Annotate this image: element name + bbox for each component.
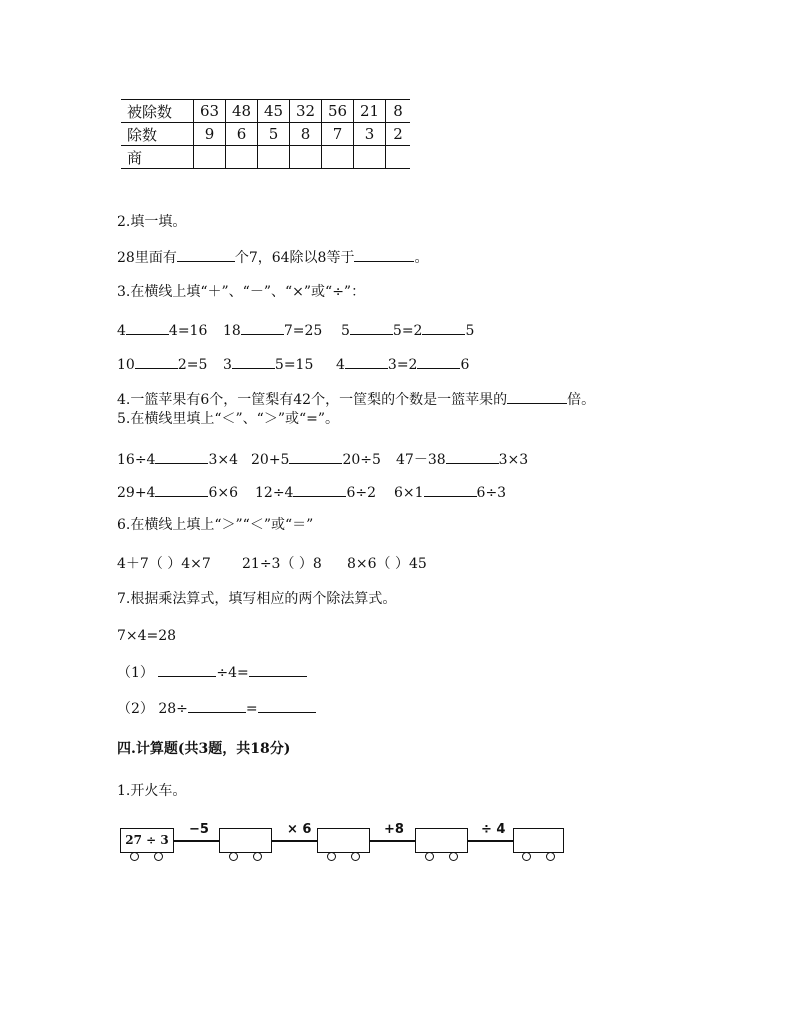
answer-blank[interactable]	[446, 449, 499, 464]
q3-operand: 2=5	[177, 357, 208, 373]
q5-left: 47－38	[396, 452, 446, 468]
answer-cell[interactable]	[226, 146, 258, 169]
table-cell: 63	[194, 100, 226, 123]
train-connector	[370, 840, 415, 842]
answer-cell[interactable]	[322, 146, 354, 169]
q6-item[interactable]: 4＋7（ ）4×7	[117, 556, 211, 572]
q5-right: 6÷2	[346, 485, 376, 501]
table-row	[121, 100, 410, 123]
answer-blank[interactable]	[258, 698, 316, 713]
q5-right: 20÷5	[342, 452, 381, 468]
q3-expr	[223, 354, 313, 374]
question-6-title: 6.在横线上填上“＞”“＜”或“＝”	[117, 517, 314, 533]
q2-text-b: 个7，64除以8等于	[234, 250, 355, 266]
q5-expr	[394, 482, 506, 502]
q5-expr	[255, 482, 376, 502]
q7-line-2	[117, 698, 316, 718]
q3-operand: 7=25	[283, 323, 323, 339]
wheel	[351, 852, 360, 861]
q5-left: 16÷4	[117, 452, 156, 468]
table-cell: 7	[322, 123, 354, 146]
table-cell: 9	[194, 123, 226, 146]
q3-operand: 3	[223, 357, 232, 373]
train-car[interactable]	[317, 828, 370, 853]
q7-label: （2） 28÷	[117, 701, 188, 717]
q7-text: =	[245, 701, 258, 717]
row-label: 除数	[121, 123, 194, 146]
wheel	[327, 852, 336, 861]
answer-blank[interactable]	[158, 662, 216, 677]
row-label: 被除数	[121, 100, 194, 123]
q5-expr	[117, 482, 238, 502]
q6-item[interactable]: 21÷3（ ）8	[242, 556, 322, 572]
train-op: × 6	[287, 822, 312, 837]
question-3-title: 3.在横线上填“＋”、“－”、“×”或“÷”：	[117, 284, 366, 300]
table-row	[121, 123, 410, 146]
wheel	[546, 852, 555, 861]
wheel	[253, 852, 262, 861]
q3-operand: 10	[117, 357, 135, 373]
answer-blank[interactable]	[241, 320, 284, 335]
q3-expr	[341, 320, 474, 340]
q7-equation: 7×4=28	[117, 628, 177, 644]
question-4	[117, 389, 595, 409]
train-connector	[174, 840, 219, 842]
q3-operand: 3=2	[387, 357, 418, 373]
question-2-line	[117, 247, 428, 267]
table-cell: 32	[290, 100, 322, 123]
division-table	[121, 99, 410, 169]
section-4-heading: 四.计算题(共3题，共18分)	[117, 741, 291, 757]
q3-expr	[223, 320, 322, 340]
q5-left: 12÷4	[255, 485, 294, 501]
answer-blank[interactable]	[177, 247, 235, 262]
q3-operand: 5=2	[392, 323, 423, 339]
first-car-label: 27 ÷ 3	[125, 833, 169, 847]
q5-left: 20+5	[251, 452, 290, 468]
train-car[interactable]	[219, 828, 272, 853]
table-cell: 8	[386, 100, 411, 123]
wheel	[449, 852, 458, 861]
answer-blank[interactable]	[350, 320, 393, 335]
wheel	[522, 852, 531, 861]
q5-left: 6×1	[394, 485, 424, 501]
answer-blank[interactable]	[289, 449, 342, 464]
table-cell: 6	[226, 123, 258, 146]
q3-operand: 5=15	[274, 357, 314, 373]
wheel	[130, 852, 139, 861]
q5-expr	[117, 449, 238, 469]
q7-line-1	[117, 662, 307, 682]
train-op: +8	[384, 822, 404, 837]
wheel	[154, 852, 163, 861]
question-2-title: 2.填一填。	[117, 214, 187, 230]
q7-text: ÷4=	[216, 665, 249, 681]
answer-blank[interactable]	[126, 320, 169, 335]
table-cell: 45	[258, 100, 290, 123]
row-label: 商	[121, 146, 194, 169]
q5-expr	[251, 449, 381, 469]
q2-text-a: 28里面有	[117, 250, 177, 266]
answer-cell[interactable]	[354, 146, 386, 169]
train-car[interactable]	[513, 828, 564, 853]
table-cell: 3	[354, 123, 386, 146]
q3-operand: 4	[117, 323, 126, 339]
question-7-title: 7.根据乘法算式，填写相应的两个除法算式。	[117, 591, 397, 607]
answer-blank[interactable]	[155, 449, 208, 464]
q3-expr	[117, 354, 207, 374]
answer-blank[interactable]	[507, 389, 567, 404]
q7-label: （1）	[117, 665, 154, 681]
q5-right: 6÷3	[476, 485, 507, 501]
answer-cell[interactable]	[194, 146, 226, 169]
answer-blank[interactable]	[155, 482, 208, 497]
table-cell: 48	[226, 100, 258, 123]
q5-left: 29+4	[117, 485, 156, 501]
table-cell: 56	[322, 100, 354, 123]
wheel	[425, 852, 434, 861]
train-title: 1.开火车。	[117, 783, 187, 799]
answer-blank[interactable]	[345, 354, 388, 369]
q5-right: 3×3	[498, 452, 529, 468]
q3-expr	[336, 354, 469, 374]
q3-expr	[117, 320, 207, 340]
q3-operand: 5	[465, 323, 475, 339]
q3-operand: 4=16	[168, 323, 208, 339]
answer-blank[interactable]	[354, 247, 414, 262]
q4-text-b: 倍。	[567, 392, 596, 408]
answer-blank[interactable]	[422, 320, 465, 335]
train-car-first	[120, 828, 174, 853]
answer-blank[interactable]	[293, 482, 346, 497]
answer-cell[interactable]	[290, 146, 322, 169]
answer-blank[interactable]	[417, 354, 460, 369]
train-op: −5	[189, 822, 209, 837]
answer-blank[interactable]	[188, 698, 246, 713]
table-cell: 5	[258, 123, 290, 146]
table-row	[121, 146, 410, 169]
train-op: ÷ 4	[481, 822, 506, 837]
question-5-title: 5.在横线里填上“＜”、“＞”或“=”。	[117, 411, 340, 427]
table-cell: 8	[290, 123, 322, 146]
q6-item[interactable]: 8×6（ ）45	[347, 556, 427, 572]
answer-cell[interactable]	[258, 146, 290, 169]
table-cell: 2	[386, 123, 411, 146]
q5-right: 6×6	[208, 485, 238, 501]
answer-blank[interactable]	[135, 354, 178, 369]
answer-blank[interactable]	[232, 354, 275, 369]
q3-operand: 5	[341, 323, 350, 339]
q3-operand: 6	[460, 357, 470, 373]
answer-cell[interactable]	[386, 146, 411, 169]
table-cell: 21	[354, 100, 386, 123]
answer-blank[interactable]	[249, 662, 307, 677]
answer-blank[interactable]	[424, 482, 477, 497]
q5-right: 3×4	[208, 452, 238, 468]
train-connector	[272, 840, 317, 842]
q5-expr	[396, 449, 528, 469]
wheel	[229, 852, 238, 861]
train-car[interactable]	[415, 828, 468, 853]
q3-operand: 4	[336, 357, 345, 373]
q3-operand: 18	[223, 323, 241, 339]
q2-text-c: 。	[414, 250, 429, 266]
q4-text-a: 4.一篮苹果有6个，一筐梨有42个，一筐梨的个数是一篮苹果的	[117, 392, 508, 408]
train-connector	[468, 840, 513, 842]
